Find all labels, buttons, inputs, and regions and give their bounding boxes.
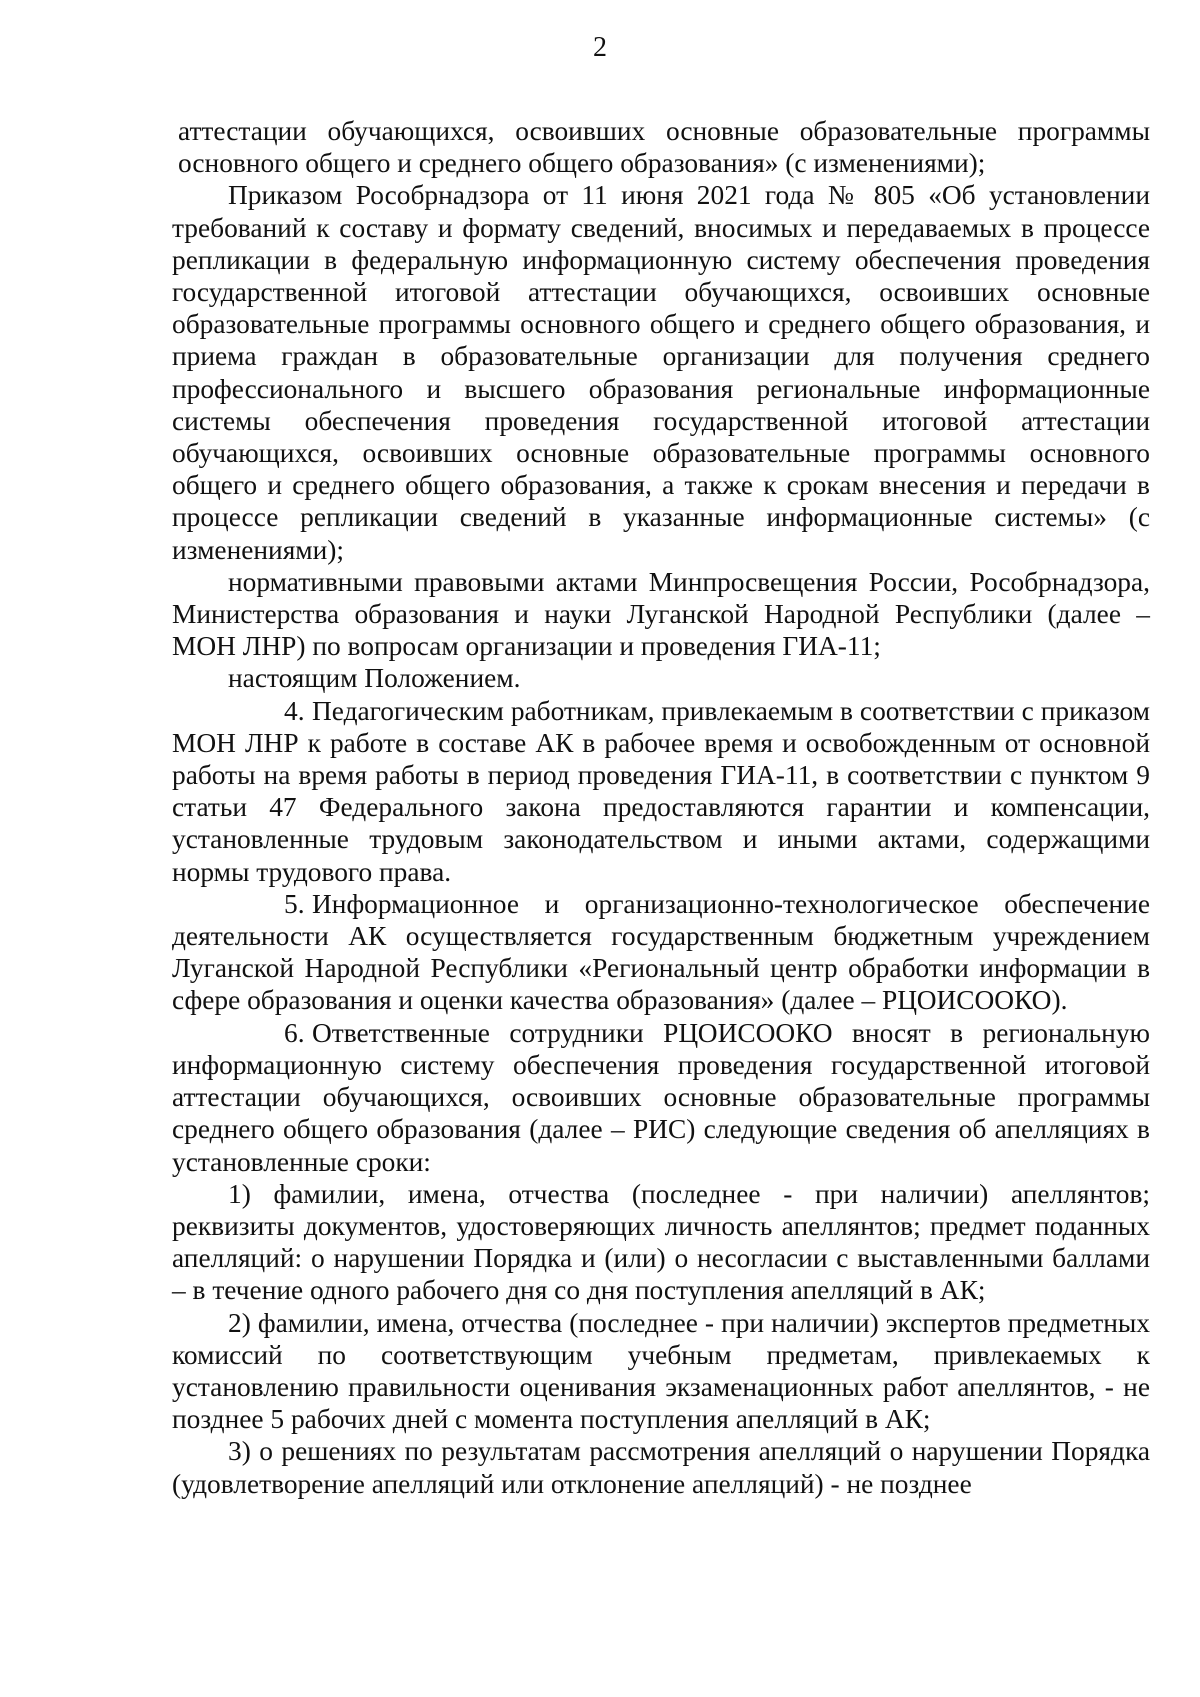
- subitem-1: 1) фамилии, имена, отчества (последнее - при наличии) апеллянтов; реквизиты документов, удостоверяющих личность апеллянтов; предмет поданных апелляций: о нарушении Порядка и (или) о несогласии с выставленными баллами – в течение одного рабочего дня со дня поступления апелляций в АК;: [172, 1178, 1150, 1306]
- item-text: Ответственные сотрудники РЦОИСООКО вносят в региональную информационную систему обеспечения проведения государственной итоговой аттестации обучающихся, освоивших основные образовательные программы среднего общего образования (далее – РИС) следующие сведения об апелляциях в установленные сроки:: [172, 1017, 1150, 1177]
- paragraph-item-6: [172, 1017, 1150, 1178]
- document-body: [172, 115, 1150, 1500]
- item-text: Педагогическим работникам, привлекаемым в соответствии с приказом МОН ЛНР к работе в составе АК в рабочее время и освобожденным от основной работы на время работы в период проведения ГИА-11, в соответствии с пунктом 9 статьи 47 Федерального закона предоставляются гарантии и компенсации, установленные трудовым законодательством и иными актами, содержащими нормы трудового права.: [172, 695, 1150, 887]
- paragraph-this-regulation: настоящим Положением.: [228, 663, 521, 694]
- subitem-3: 3) о решениях по результатам рассмотрения апелляций о нарушении Порядка (удовлетворение апелляций или отклонение апелляций) - не позднее: [172, 1436, 1150, 1499]
- item-number: 4.: [284, 695, 305, 726]
- page-number: 2: [593, 32, 607, 63]
- item-text: Информационное и организационно-технологическое обеспечение деятельности АК осуществляется государственным бюджетным учреждением Луганской Народной Республики «Региональный центр обработки информации в сфере образования и оценки качества образования» (далее – РЦОИСООКО).: [172, 888, 1150, 1016]
- paragraph-normative-acts: нормативными правовыми актами Минпросвещения России, Рособрнадзора, Министерства образования и науки Луганской Народной Республики (далее – МОН ЛНР) по вопросам организации и проведения ГИА-11;: [172, 566, 1150, 662]
- item-number: 6.: [284, 1017, 305, 1048]
- paragraph-rosobrnadzor-order: Приказом Рособрнадзора от 11 июня 2021 года № 805 «Об установлении требований к составу и формату сведений, вносимых и передаваемых в процессе репликации в федеральную информационную систему обеспечения проведения государственной итоговой аттестации обучающихся, освоивших основные образовательные программы основного общего и среднего общего образования, и приема граждан в образовательные организации для получения среднего профессионального и высшего образования региональные информационные системы обеспечения проведения государственной итоговой аттестации обучающихся, освоивших основные образовательные программы основного общего и среднего общего образования, а также к срокам внесения и передачи в процессе репликации сведений в указанные информационные системы» (с изменениями);: [172, 180, 1150, 565]
- item-number: 5.: [284, 888, 305, 919]
- paragraph-item-5: [172, 888, 1150, 1017]
- paragraph-item-4: [172, 695, 1150, 888]
- subitem-2: 2) фамилии, имена, отчества (последнее - при наличии) экспертов предметных комиссий по соответствующим учебным предметам, привлекаемых к установлению правильности оценивания экзаменационных работ апеллянтов, - не позднее 5 рабочих дней с момента поступления апелляций в АК;: [172, 1307, 1150, 1435]
- paragraph-continuation: аттестации обучающихся, освоивших основные образовательные программы основного общего и среднего общего образования» (с изменениями);: [178, 116, 1150, 179]
